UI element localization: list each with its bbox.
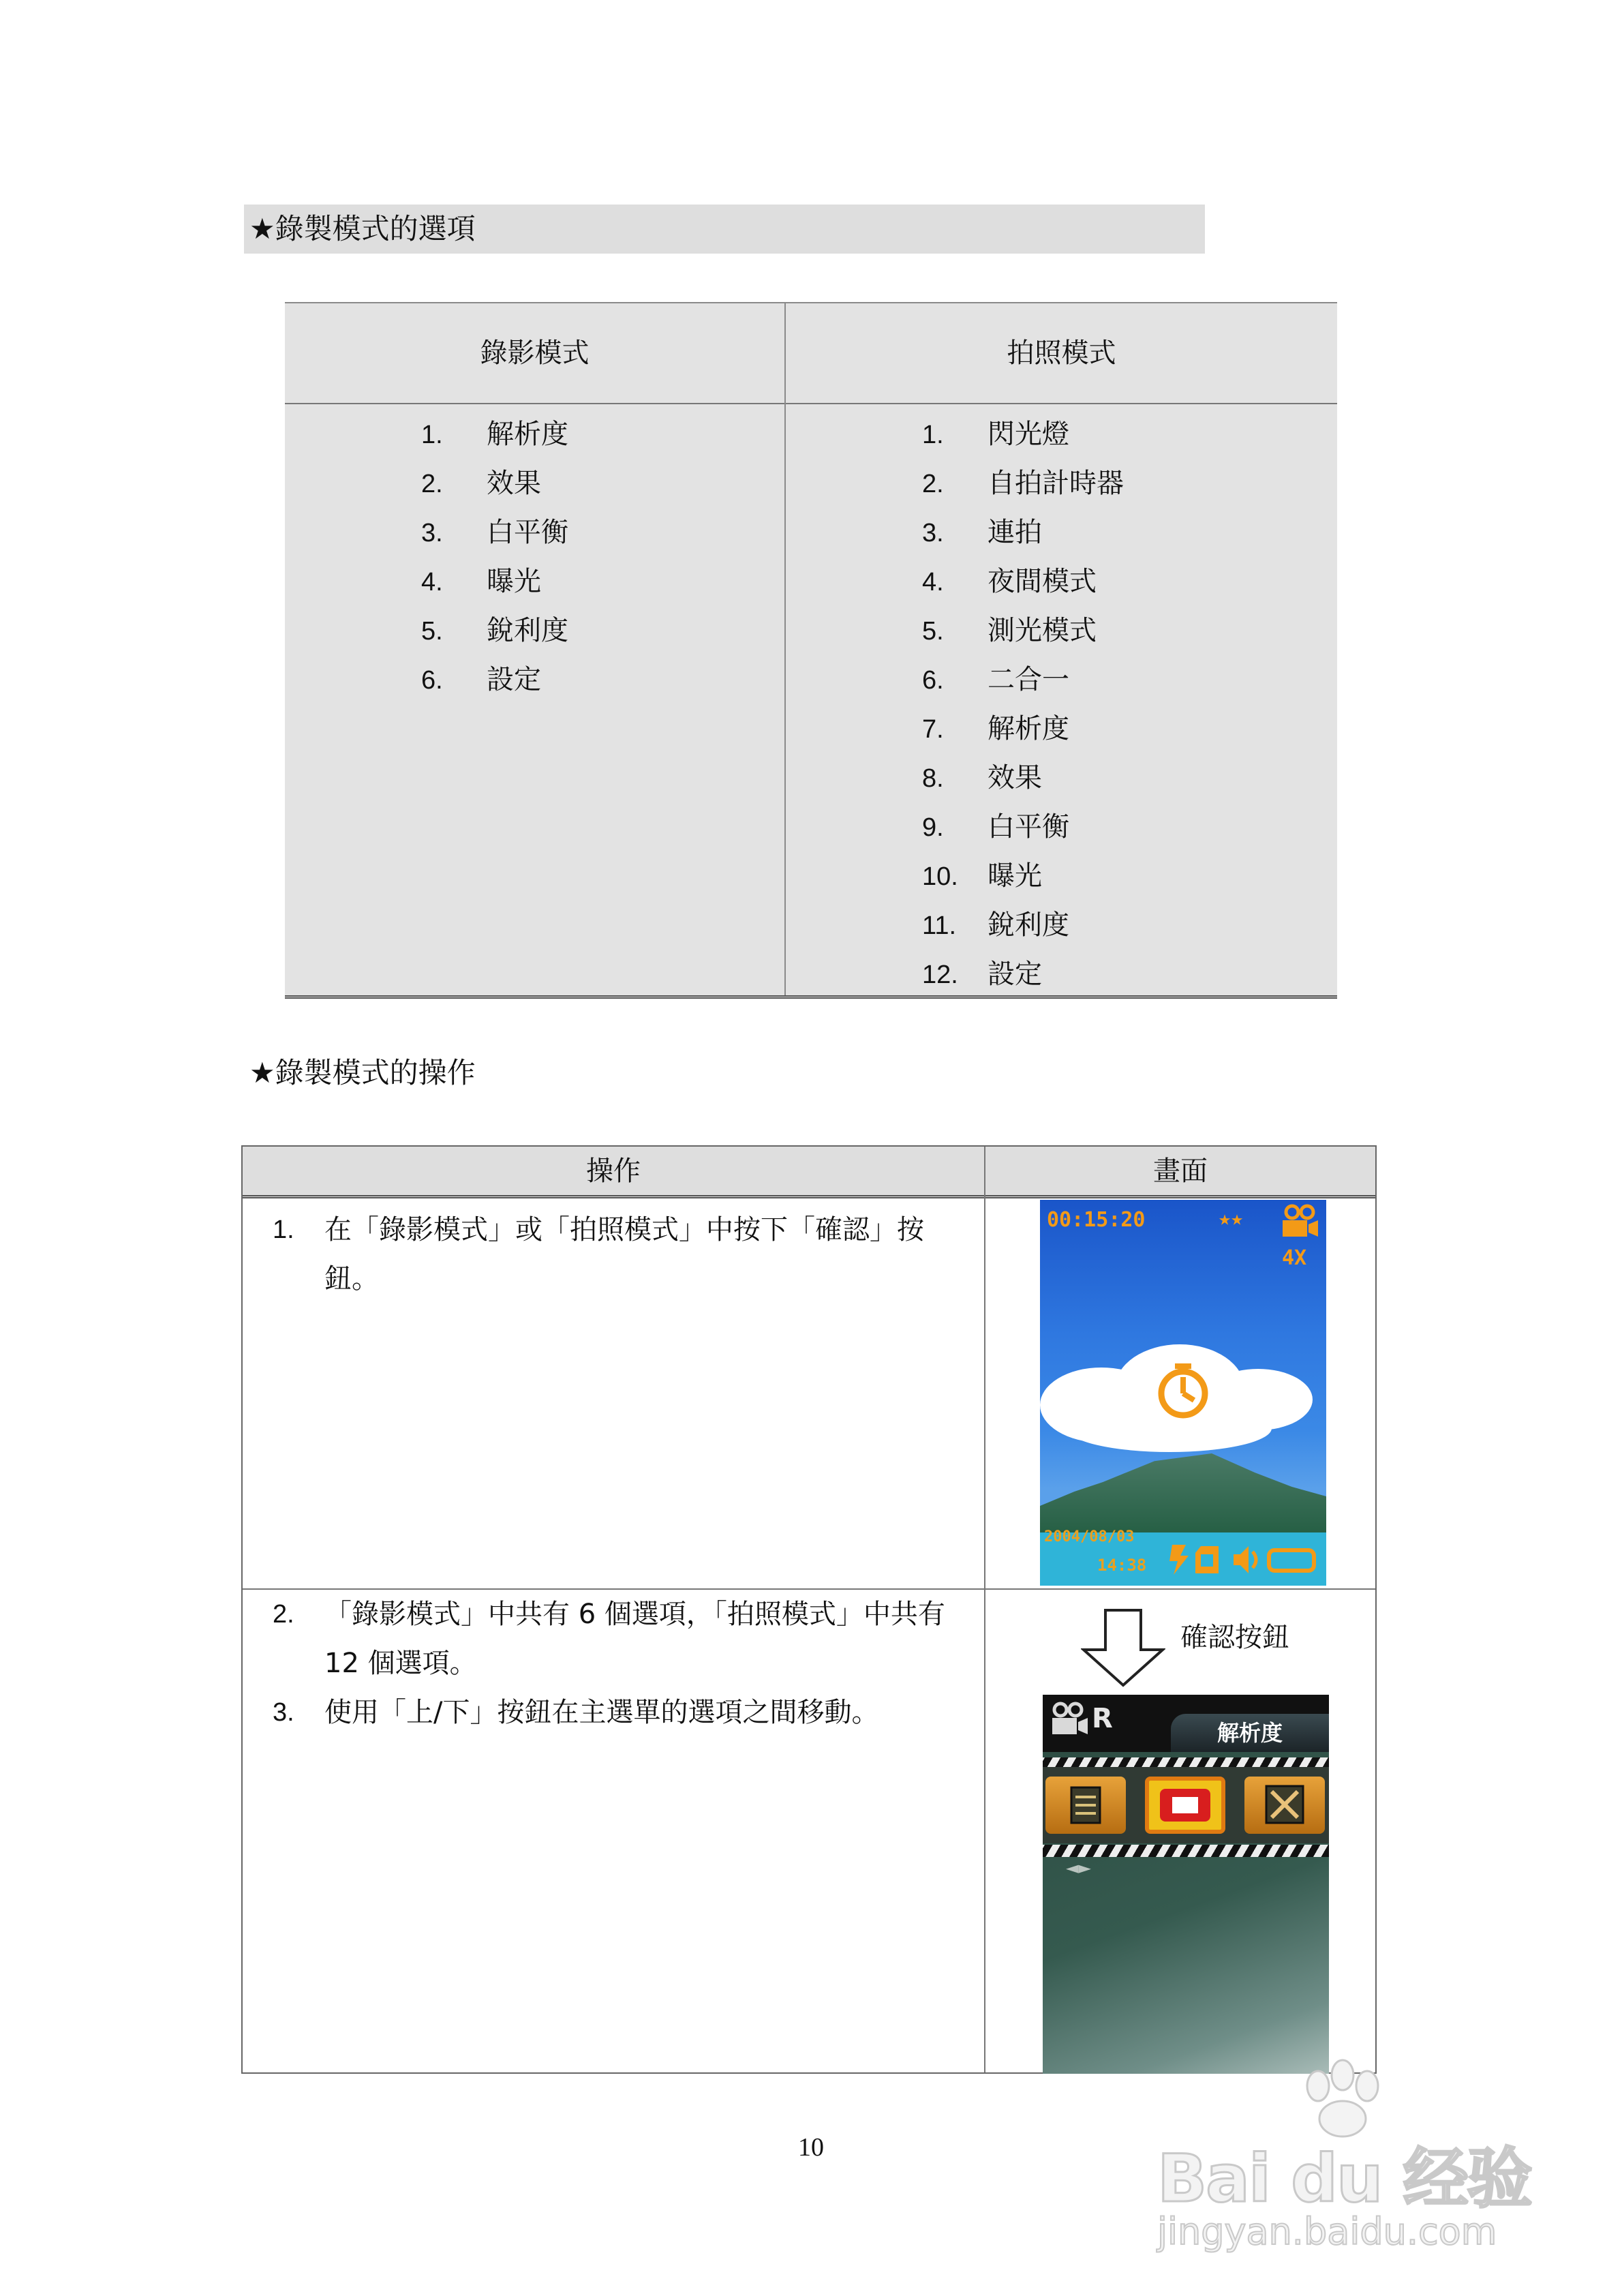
step-item <box>243 1205 958 1303</box>
option-label: 銳利度 <box>988 909 1069 941</box>
options-section-heading: ★錄製模式的選項 <box>244 205 1205 254</box>
option-number: 9. <box>922 813 944 842</box>
watermark-brand: Bai du 经验 <box>1157 2141 1531 2217</box>
photo-mode-column-title: 拍照模式 <box>1007 337 1116 369</box>
option-label: 解析度 <box>988 713 1069 744</box>
battery-icon <box>1269 1550 1314 1571</box>
resolution-icon <box>1149 1781 1221 1830</box>
option-number: 5. <box>922 617 944 646</box>
film-stripe <box>1043 1845 1329 1857</box>
step-number: 2. <box>273 1600 294 1629</box>
step-item <box>243 1688 958 1737</box>
option-number: 11. <box>922 911 957 940</box>
option-label: 解析度 <box>487 419 568 450</box>
option-item <box>922 606 1124 655</box>
resolution-button-selected[interactable] <box>1145 1777 1225 1834</box>
time-stamp: 14:38 <box>1097 1556 1147 1575</box>
mode-options-table <box>285 302 1337 999</box>
step-text: 「錄影模式」中共有 6 個選項，「拍照模式」中共有 12 個選項。 <box>324 1599 945 1679</box>
option-label: 白平衡 <box>988 811 1069 843</box>
flash-icon <box>1169 1545 1189 1575</box>
video-camera-icon <box>1280 1204 1319 1239</box>
option-item <box>421 508 568 557</box>
status-icons <box>1165 1541 1321 1579</box>
option-number: 12. <box>922 961 958 989</box>
option-item <box>421 655 568 704</box>
option-label: 效果 <box>487 468 541 499</box>
option-item <box>922 508 1124 557</box>
option-item <box>922 802 1124 851</box>
option-number: 2. <box>421 470 443 498</box>
nav-arrows-icon: ◄► <box>1066 1858 1091 1877</box>
date-stamp: 2004/08/03 <box>1044 1528 1135 1545</box>
camera-preview-screen <box>1040 1200 1326 1586</box>
option-item <box>922 459 1124 508</box>
option-item <box>922 901 1124 950</box>
menu-list-button[interactable] <box>1045 1777 1126 1834</box>
exit-button[interactable] <box>1244 1777 1325 1834</box>
baidu-jingyan-watermark <box>1131 2059 1531 2256</box>
option-number: 3. <box>421 519 443 547</box>
video-camera-icon <box>1050 1702 1090 1740</box>
option-item <box>922 753 1124 802</box>
option-item <box>922 704 1124 753</box>
video-mode-options-list <box>421 410 568 704</box>
self-timer-icon <box>1154 1362 1212 1419</box>
page-number: 10 <box>798 2133 824 2162</box>
operation-column-title: 操作 <box>586 1155 641 1187</box>
confirm-button-label: 確認按鈕 <box>1180 1622 1289 1653</box>
option-item <box>922 851 1124 901</box>
camera-menu-screen <box>1043 1695 1329 2074</box>
option-label: 二合一 <box>988 664 1069 695</box>
option-label: 銳利度 <box>487 615 568 646</box>
option-label: 效果 <box>988 762 1042 794</box>
option-item <box>421 459 568 508</box>
option-item <box>922 655 1124 704</box>
option-number: 3. <box>922 519 944 547</box>
step-list-row2 <box>243 1590 958 1737</box>
quality-stars: ★★ <box>1219 1207 1244 1230</box>
option-number: 4. <box>421 568 443 596</box>
video-mode-column-title: 錄影模式 <box>480 337 590 369</box>
option-label: 白平衡 <box>487 517 568 548</box>
option-number: 4. <box>922 568 944 596</box>
photo-mode-options-list <box>922 410 1124 999</box>
memory-card-icon <box>1195 1546 1219 1573</box>
column-divider <box>784 303 786 995</box>
sound-icon <box>1234 1546 1256 1573</box>
recording-timer: 00:15:20 <box>1047 1208 1146 1232</box>
step-number: 1. <box>273 1215 294 1244</box>
option-number: 2. <box>922 470 944 498</box>
option-label: 曝光 <box>988 860 1042 892</box>
option-item <box>922 950 1124 999</box>
option-label: 設定 <box>487 664 541 695</box>
option-number: 7. <box>922 715 944 744</box>
step-list-row1 <box>243 1205 958 1303</box>
option-number: 1. <box>421 421 443 449</box>
option-item <box>922 410 1124 459</box>
option-number: 6. <box>421 666 443 695</box>
menu-title-tab: 解析度 <box>1171 1714 1329 1752</box>
option-number: 1. <box>922 421 944 449</box>
close-icon <box>1244 1777 1325 1834</box>
option-item <box>421 557 568 606</box>
watermark-url: jingyan.baidu.com <box>1157 2210 1497 2253</box>
operations-section-heading: ★錄製模式的操作 <box>249 1056 476 1089</box>
screen-column-title: 畫面 <box>1153 1155 1208 1187</box>
option-item <box>421 410 568 459</box>
option-label: 夜間模式 <box>988 566 1097 597</box>
option-label: 閃光燈 <box>988 419 1069 450</box>
down-arrow-icon <box>1081 1609 1165 1688</box>
option-label: 測光模式 <box>988 615 1097 646</box>
option-label: 設定 <box>988 958 1042 990</box>
option-label: 曝光 <box>487 566 541 597</box>
option-number: 8. <box>922 764 944 793</box>
step-number: 3. <box>273 1698 294 1727</box>
option-number: 5. <box>421 617 443 646</box>
step-text: 在「錄影模式」或「拍照模式」中按下「確認」按鈕。 <box>324 1214 924 1295</box>
option-item <box>421 606 568 655</box>
mode-letter: R <box>1092 1703 1113 1734</box>
option-label: 自拍計時器 <box>988 468 1124 499</box>
option-item <box>922 557 1124 606</box>
zoom-level: 4X <box>1282 1246 1307 1270</box>
list-icon <box>1045 1777 1126 1834</box>
operations-table-header <box>243 1147 1375 1198</box>
column-divider <box>984 1147 985 2072</box>
step-item <box>243 1590 958 1688</box>
option-label: 連拍 <box>988 517 1042 548</box>
option-number: 6. <box>922 666 944 695</box>
option-number: 10. <box>922 862 958 891</box>
step-text: 使用「上/下」按鈕在主選單的選項之間移動。 <box>324 1697 879 1728</box>
